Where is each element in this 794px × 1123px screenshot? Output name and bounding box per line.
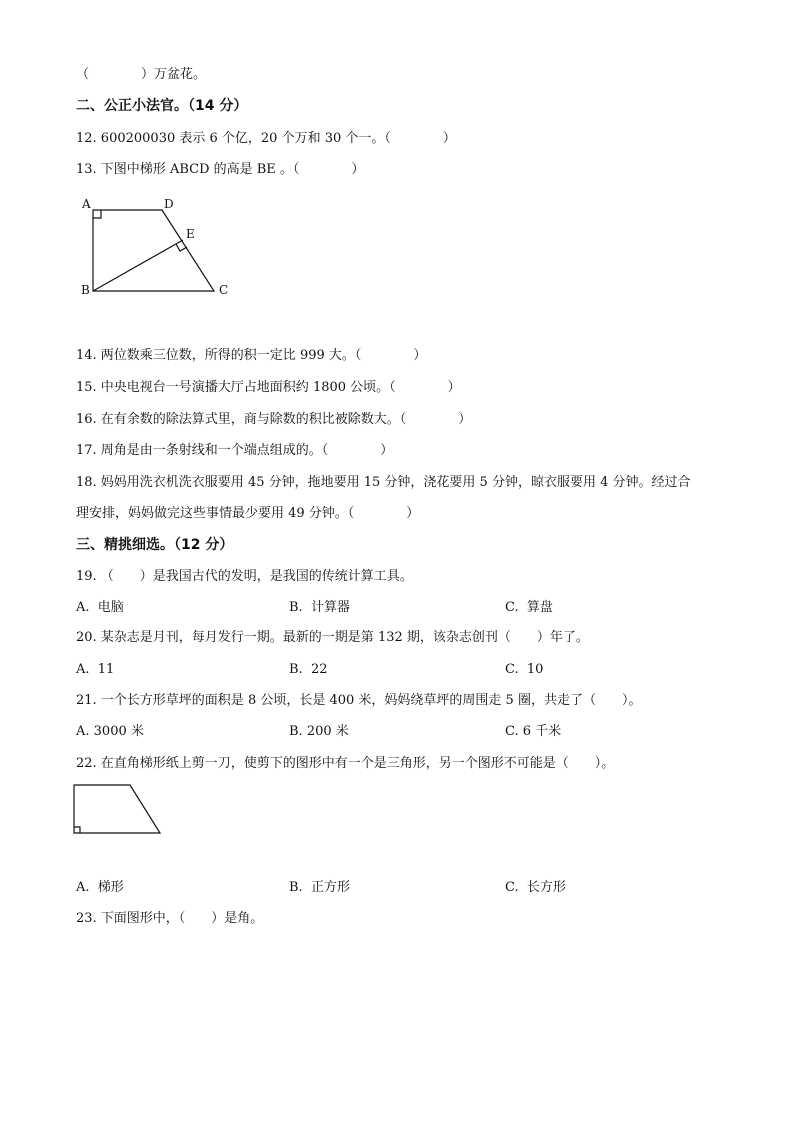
label-b: B <box>81 283 90 297</box>
question-15: 15. 中央电视台一号演播大厅占地面积约 1800 公顷。（ ） <box>76 380 461 395</box>
question-21: 21. 一个长方形草坪的面积是 8 公顷，长是 400 米，妈妈绕草坪的周围走 5 圈，共走了（ ）。 <box>76 693 642 708</box>
right-trapezoid-figure <box>70 782 166 838</box>
question-19: 19. （ ）是我国古代的发明，是我国的传统计算工具。 <box>76 569 413 584</box>
height-segment-be <box>93 240 183 291</box>
question-14: 14. 两位数乘三位数，所得的积一定比 999 大。（ ） <box>76 348 427 363</box>
label-a: A <box>82 197 91 211</box>
question-23: 23. 下面图形中，（ ）是角。 <box>76 911 264 926</box>
q20-option-c[interactable]: C. 10 <box>505 662 544 677</box>
right-trapezoid-shape <box>74 785 160 833</box>
question-22: 22. 在直角梯形纸上剪一刀，使剪下的图形中有一个是三角形，另一个图形不可能是（ ）。 <box>76 756 615 771</box>
q21-option-a[interactable]: A. 3000 米 <box>76 724 144 739</box>
q19-option-c[interactable]: C. 算盘 <box>505 600 553 615</box>
label-d: D <box>164 197 174 211</box>
question-16: 16. 在有余数的除法算式里，商与除数的积比被除数大。（ ） <box>76 412 472 427</box>
q21-option-c[interactable]: C. 6 千米 <box>505 724 562 739</box>
trapezoid-shape <box>93 210 214 291</box>
question-17: 17. 周角是由一条射线和一个端点组成的。（ ） <box>76 443 394 458</box>
question-18-line-1: 18. 妈妈用洗衣机洗衣服要用 45 分钟，拖地要用 15 分钟，浇花要用 5 分钟，晾衣服要用 4 分钟。经过合 <box>76 475 691 490</box>
right-angle-mark <box>74 827 80 833</box>
q21-option-b[interactable]: B. 200 米 <box>289 724 349 739</box>
trapezoid-abcd-figure <box>76 192 236 302</box>
q22-option-c[interactable]: C. 长方形 <box>505 880 566 895</box>
continued-line: （ ）万盆花。 <box>76 67 207 82</box>
q19-option-a[interactable]: A. 电脑 <box>76 600 124 615</box>
q22-option-a[interactable]: A. 梯形 <box>76 880 124 895</box>
q22-option-b[interactable]: B. 正方形 <box>289 880 350 895</box>
label-c: C <box>219 283 229 297</box>
question-20: 20. 某杂志是月刊，每月发行一期。最新的一期是第 132 期，该杂志创刊（ ）年了。 <box>76 630 589 645</box>
q20-option-a[interactable]: A. 11 <box>76 662 115 677</box>
q20-option-b[interactable]: B. 22 <box>289 662 328 677</box>
right-angle-mark-e <box>176 244 187 251</box>
label-e: E <box>186 227 195 241</box>
question-13: 13. 下图中梯形 ABCD 的高是 BE 。（ ） <box>76 162 365 177</box>
section-3-heading: 三、精挑细选。（12 分） <box>76 537 234 553</box>
q19-option-b[interactable]: B. 计算器 <box>289 600 350 615</box>
question-18-line-2: 理安排，妈妈做完这些事情最少要用 49 分钟。（ ） <box>76 506 420 521</box>
right-angle-mark-a <box>93 210 101 218</box>
question-12: 12. 600200030 表示 6 个亿，20 个万和 30 个一。（ ） <box>76 131 456 146</box>
section-2-heading: 二、公正小法官。（14 分） <box>76 98 248 114</box>
